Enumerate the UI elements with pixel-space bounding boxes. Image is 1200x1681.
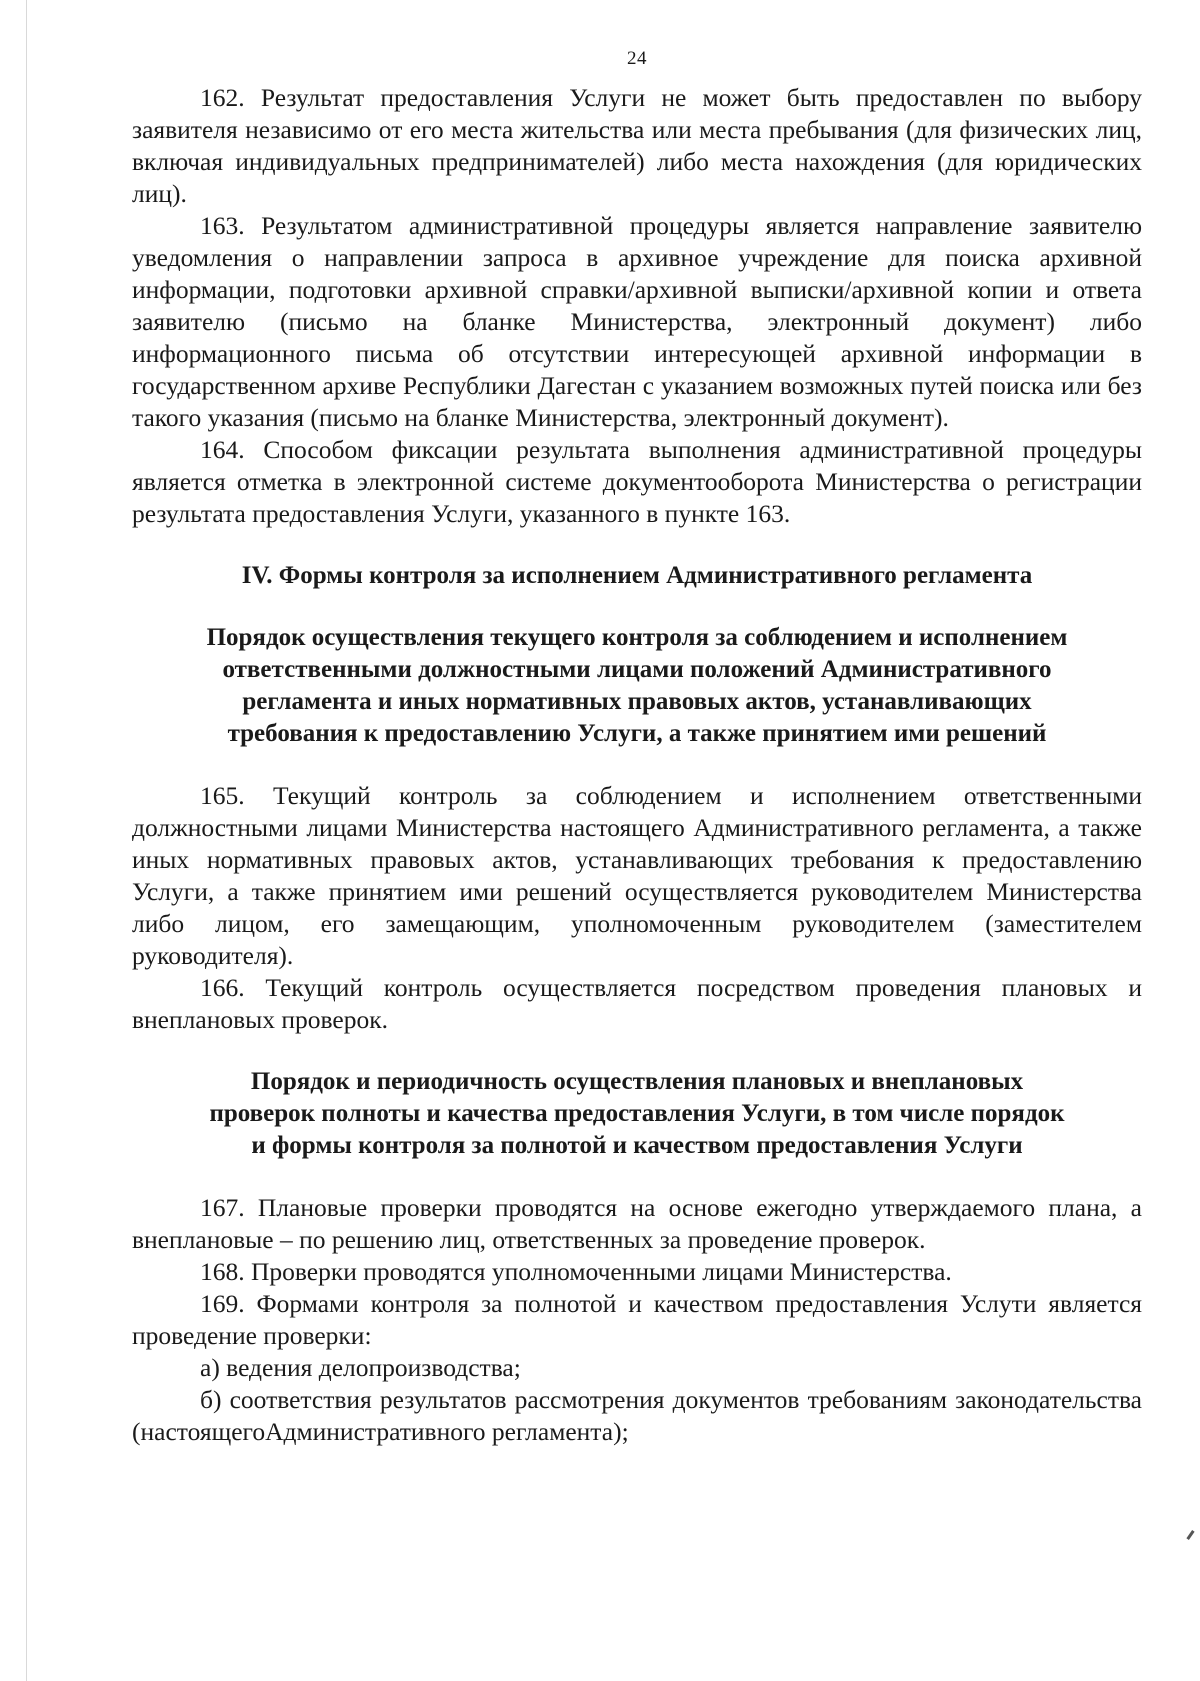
paragraph-162: 162. Результат предоставления Услуги не может быть предоставлен по выбору заявителя независимо от его места жительства или места пребывания (для физических лиц, включая индивидуальных предпринимателей) либо места нахождения (для юридических лиц). — [132, 83, 1142, 208]
subheading-line: ответственными должностными лицами положений Административного — [222, 656, 1052, 683]
page-number: 24 — [627, 48, 647, 69]
paragraph-168: 168. Проверки проводятся уполномоченными лицами Министерства. — [200, 1257, 952, 1286]
list-item-b: б) соответствия результатов рассмотрения документов требованиям законодательства (настоящегоАдминистративного регламента); — [132, 1385, 1142, 1446]
subheading-line: проверок полноты и качества предоставления Услуги, в том числе порядок — [209, 1100, 1065, 1127]
list-item-a: а) ведения делопроизводства; — [200, 1353, 521, 1382]
subheading-line: Порядок осуществления текущего контроля за соблюдением и исполнением — [206, 624, 1068, 651]
paragraph-169: 169. Формами контроля за полнотой и качеством предоставления Услути является проведение проверки: — [132, 1289, 1142, 1350]
paragraph-165: 165. Текущий контроль за соблюдением и исполнением ответственными должностными лицами Министерства настоящего Административного регламента, а также иных нормативных правовых актов, устанавливающих требования к предоставлению Услуги, а также принятием ими решений осуществляется руководителем Министерства либо лицом, его замещающим, уполномоченным руководителем (заместителем руководителя). — [132, 781, 1142, 970]
subheading-current-control — [132, 622, 1142, 750]
scan-mark — [1186, 1530, 1194, 1540]
section-heading-iv: IV. Формы контроля за исполнением Административного регламента — [241, 562, 1033, 589]
paragraph-163: 163. Результатом административной процедуры является направление заявителю уведомления о направлении запроса в архивное учреждение для поиска архивной информации, подготовки архивной справки/архивной выписки/архивной копии и ответа заявителю (письмо на бланке Министерства, электронный документ) либо информационного письма об отсутствии интересующей архивной информации в государственном архиве Республики Дагестан с указанием возможных путей поиска или без такого указания (письмо на бланке Министерства, электронный документ). — [132, 211, 1142, 432]
paragraph-167: 167. Плановые проверки проводятся на основе ежегодно утверждаемого плана, а внеплановые – по решению лиц, ответственных за проведение проверок. — [132, 1193, 1142, 1254]
subheading-line: и формы контроля за полнотой и качеством предоставления Услуги — [251, 1132, 1023, 1159]
paragraph-164: 164. Способом фиксации результата выполнения административной процедуры является отметка в электронной системе документооборота Министерства о регистрации результата предоставления Услуги, указанного в пункте 163. — [132, 435, 1142, 528]
subheading-line: Порядок и периодичность осуществления плановых и внеплановых — [250, 1068, 1024, 1095]
subheading-line: требования к предоставлению Услуги, а также принятием ими решений — [227, 720, 1047, 747]
scan-left-border — [26, 0, 27, 1681]
paragraph-166: 166. Текущий контроль осуществляется посредством проведения плановых и внеплановых проверок. — [132, 973, 1142, 1034]
subheading-inspections — [132, 1066, 1142, 1162]
document-page — [132, 48, 1142, 1448]
subheading-line: регламента и иных нормативных правовых актов, устанавливающих — [242, 688, 1032, 715]
